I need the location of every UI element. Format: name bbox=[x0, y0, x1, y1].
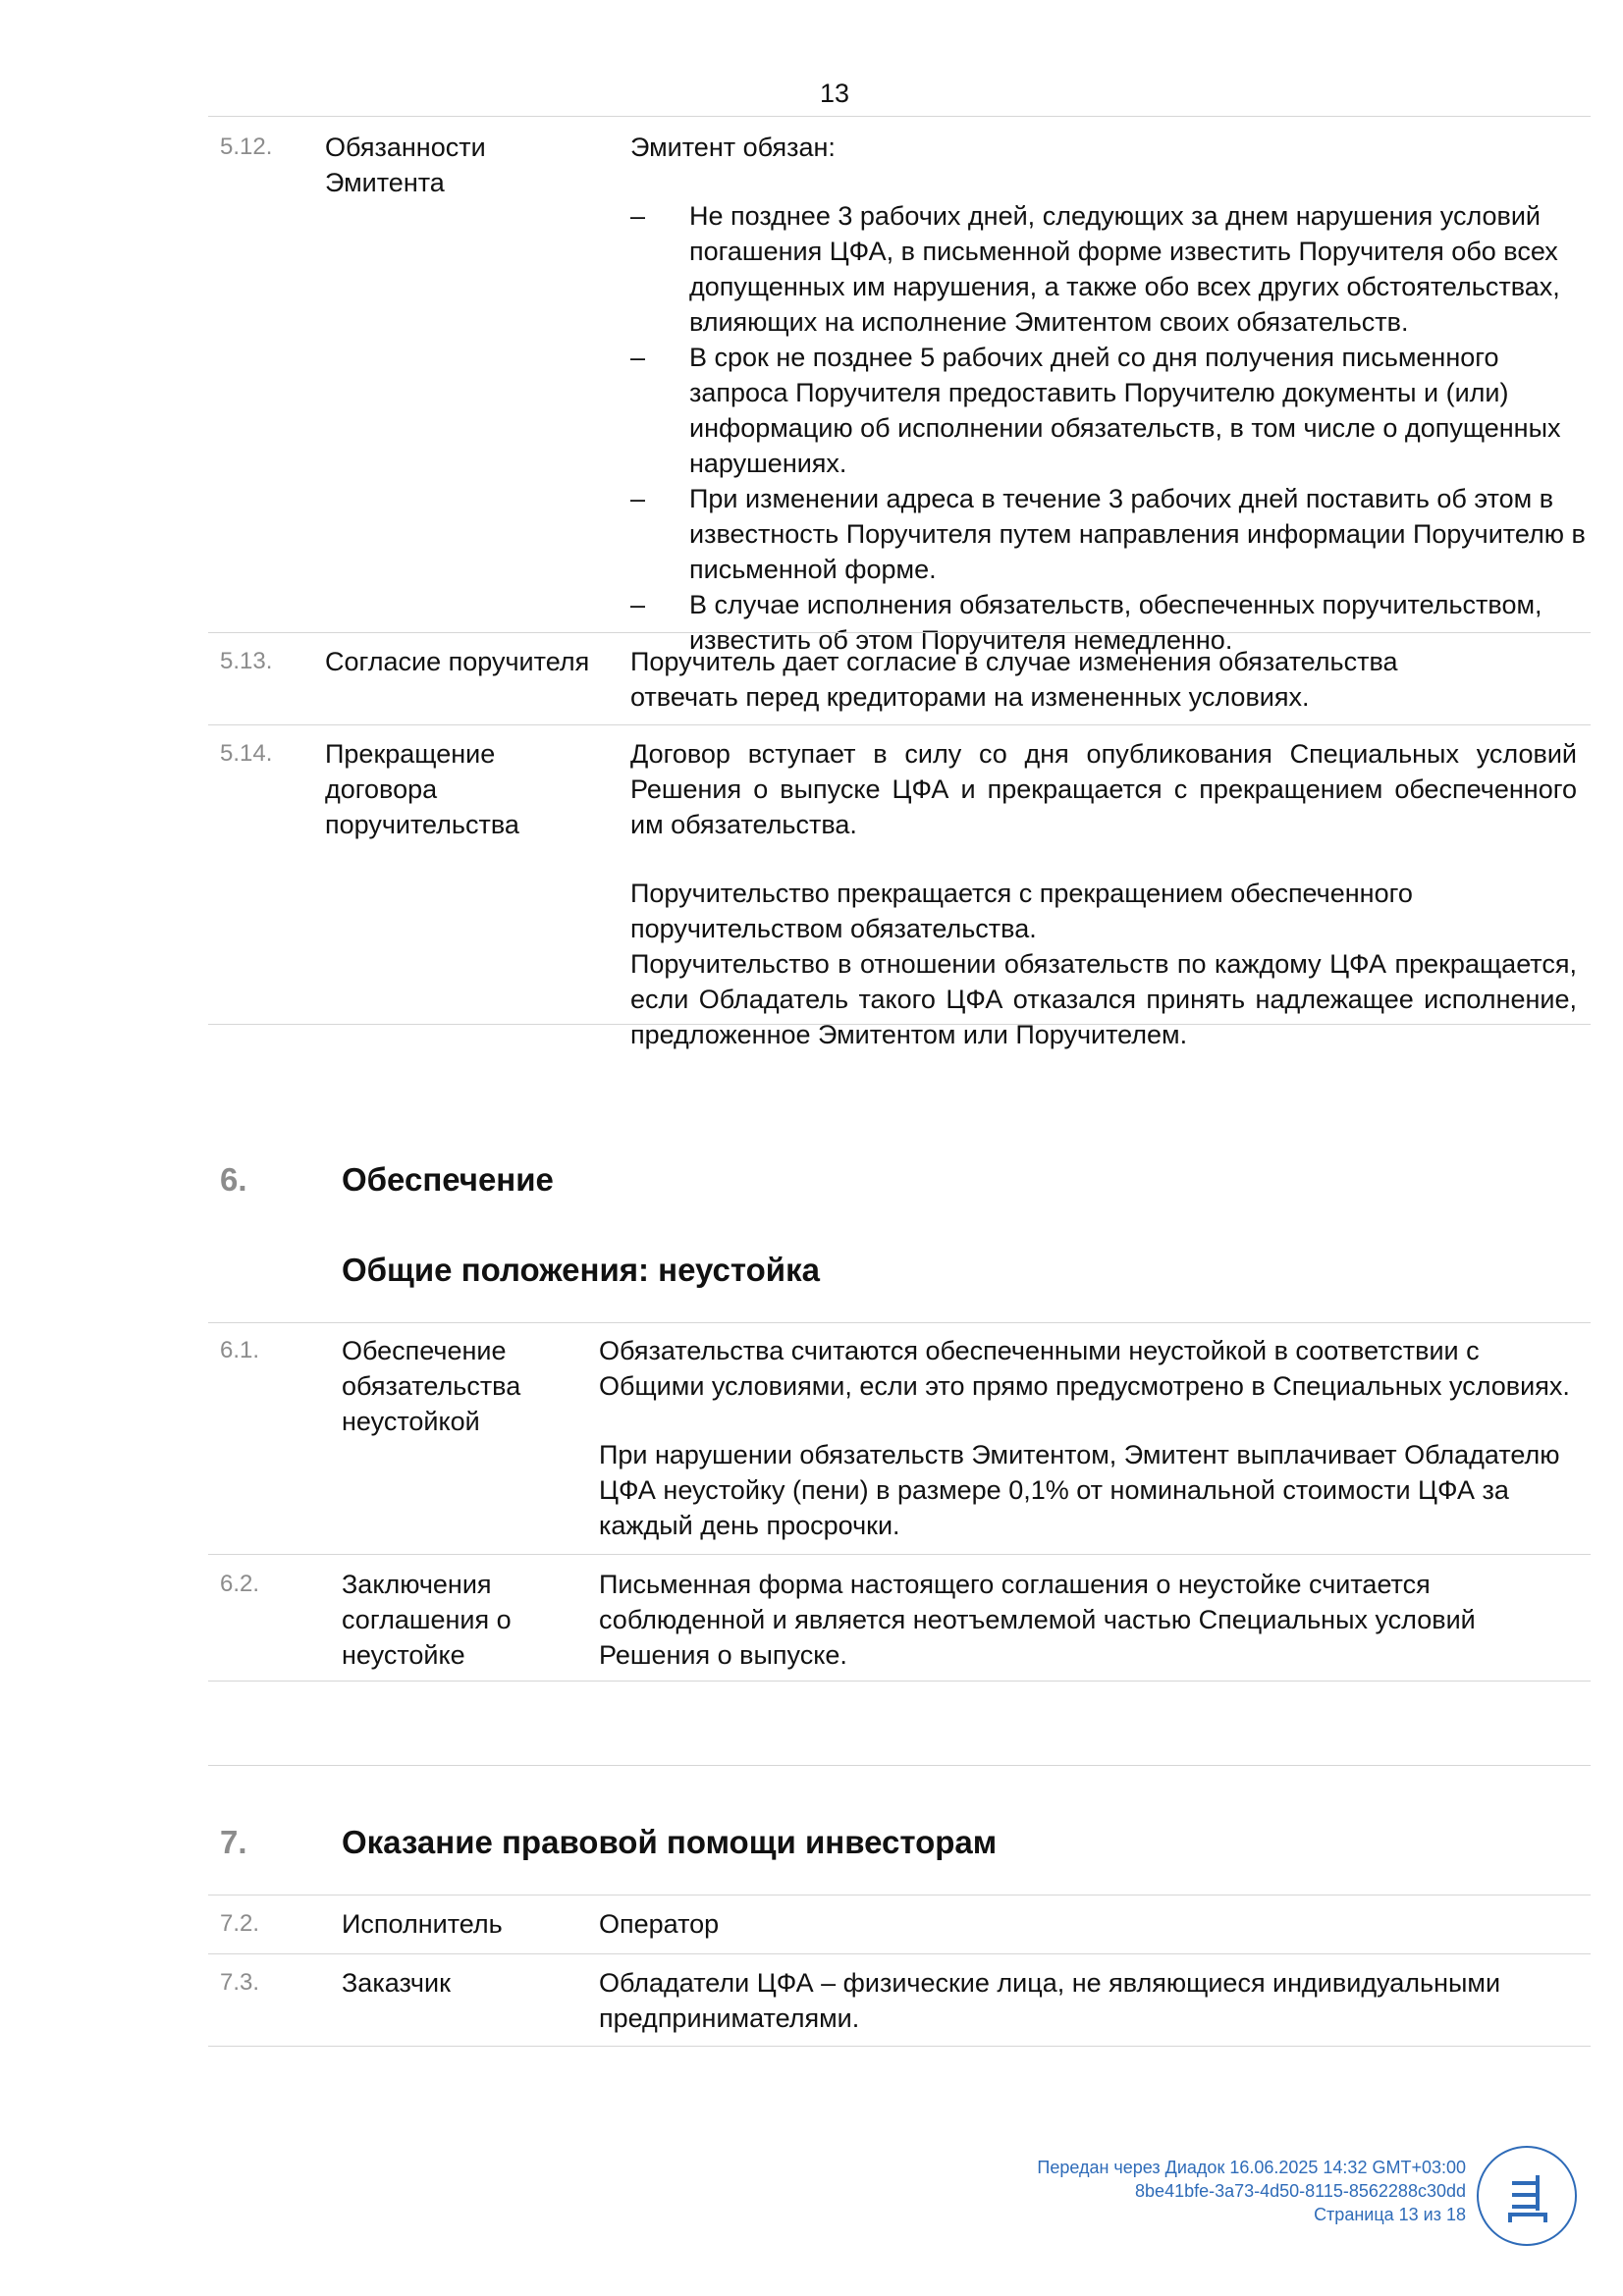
dash-marker: – bbox=[630, 343, 646, 372]
section-number: 6. bbox=[220, 1161, 247, 1198]
row-divider bbox=[208, 632, 1591, 633]
clause-intro: Эмитент обязан: bbox=[630, 133, 836, 162]
clause-number: 5.13. bbox=[220, 648, 273, 674]
clause-number: 5.12. bbox=[220, 133, 273, 160]
clause-term: Заказчик bbox=[342, 1968, 451, 1998]
table-top-divider bbox=[208, 1895, 1591, 1896]
dash-marker: – bbox=[630, 484, 646, 513]
transmission-stamp bbox=[1037, 2156, 1466, 2226]
list-item: – Не позднее 3 рабочих дней, следующих за днем нарушения условий погашения ЦФА, в письменной форме известить Поручителя обо всех допущенных им нарушения, а также обо всех других обстоятельствах, влияющих на исполнение Эмитентом своих обязательств. bbox=[630, 198, 1593, 340]
row-divider bbox=[208, 2046, 1591, 2047]
section-title: Оказание правовой помощи инвесторам bbox=[342, 1824, 998, 1860]
clause-number: 5.14. bbox=[220, 740, 273, 767]
row-divider bbox=[208, 1024, 1591, 1025]
clause-paragraph: Поручительство прекращается с прекращением обеспеченного поручительством обязательства. bbox=[630, 879, 1413, 943]
page-number: 13 bbox=[819, 79, 850, 108]
stamp-transmitted-line: Передан через Диадок 16.06.2025 14:32 GMT+03:00 bbox=[1037, 2158, 1466, 2177]
clause-term: Заключения соглашения о неустойке bbox=[342, 1570, 512, 1670]
clause-body: Обладатели ЦФА – физические лица, не являющиеся индивидуальными предпринимателями. bbox=[599, 1968, 1501, 2033]
section-title: Обеспечение bbox=[342, 1161, 554, 1198]
clause-term: Согласие поручителя bbox=[325, 647, 590, 676]
clause-term: Исполнитель bbox=[342, 1909, 503, 1939]
clause-paragraph: Обязательства считаются обеспеченными неустойкой в соответствии с Общими условиями, если это прямо предусмотрено в Специальных условиях. bbox=[599, 1336, 1570, 1401]
clause-body: Оператор bbox=[599, 1909, 720, 1939]
clause-term: Обеспечение обязательства неустойкой bbox=[342, 1336, 521, 1436]
section-subtitle: Общие положения: неустойка bbox=[342, 1252, 820, 1288]
stamp-document-id: 8be41bfe-3a73-4d50-8115-8562288c30dd bbox=[1135, 2181, 1466, 2201]
section-divider bbox=[208, 1765, 1591, 1766]
table-top-divider bbox=[208, 116, 1591, 117]
clause-body bbox=[599, 1333, 1577, 1543]
clause-number: 6.2. bbox=[220, 1571, 260, 1597]
obligations-list bbox=[630, 198, 1593, 658]
clause-body bbox=[630, 736, 1577, 1052]
clause-paragraph: Договор вступает в силу со дня опубликования Специальных условий Решения о выпуске ЦФА и прекращается с прекращением обеспеченного им обязательства. bbox=[630, 739, 1577, 839]
dash-marker: – bbox=[630, 590, 646, 619]
row-divider bbox=[208, 1953, 1591, 1954]
clause-term: Прекращение договора поручительства bbox=[325, 739, 519, 839]
row-divider bbox=[208, 1554, 1591, 1555]
clause-paragraph: При нарушении обязательств Эмитентом, Эмитент выплачивает Обладателю ЦФА неустойку (пени) в размере 0,1% от номинальной стоимости ЦФА за каждый день просрочки. bbox=[599, 1440, 1560, 1540]
row-divider bbox=[208, 724, 1591, 725]
list-item: – В срок не позднее 5 рабочих дней со дня получения письменного запроса Поручителя предоставить Поручителю документы и (или) информацию об исполнении обязательств, в том числе о допущенных нарушениях. bbox=[630, 340, 1593, 481]
dash-marker: – bbox=[630, 201, 646, 231]
clause-term: Обязанности Эмитента bbox=[325, 133, 486, 197]
diadoc-logo-icon bbox=[1477, 2146, 1577, 2246]
clause-number: 7.2. bbox=[220, 1910, 260, 1937]
clause-number: 6.1. bbox=[220, 1337, 260, 1363]
clause-paragraph: Поручительство в отношении обязательств по каждому ЦФА прекращается, если Обладатель такого ЦФА отказался принять надлежащее исполнение, предложенное Эмитентом или Поручителем. bbox=[630, 949, 1577, 1049]
section-number: 7. bbox=[220, 1824, 247, 1860]
clause-number: 7.3. bbox=[220, 1969, 260, 1996]
list-item: – При изменении адреса в течение 3 рабочих дней поставить об этом в известность Поручителя путем направления информации Поручителю в письменной форме. bbox=[630, 481, 1593, 587]
clause-body: Поручитель дает согласие в случае изменения обязательства отвечать перед кредиторами на измененных условиях. bbox=[630, 647, 1398, 712]
row-divider bbox=[208, 1681, 1591, 1682]
stamp-page-counter: Страница 13 из 18 bbox=[1314, 2205, 1466, 2224]
list-item: – В случае исполнения обязательств, обеспеченных поручительством, известить об этом Поручителя немедленно. bbox=[630, 587, 1593, 658]
clause-body: Письменная форма настоящего соглашения о неустойке считается соблюденной и является неотъемлемой частью Специальных условий Решения о выпуске. bbox=[599, 1570, 1476, 1670]
clause-body bbox=[630, 130, 1593, 658]
table-top-divider bbox=[208, 1322, 1591, 1323]
